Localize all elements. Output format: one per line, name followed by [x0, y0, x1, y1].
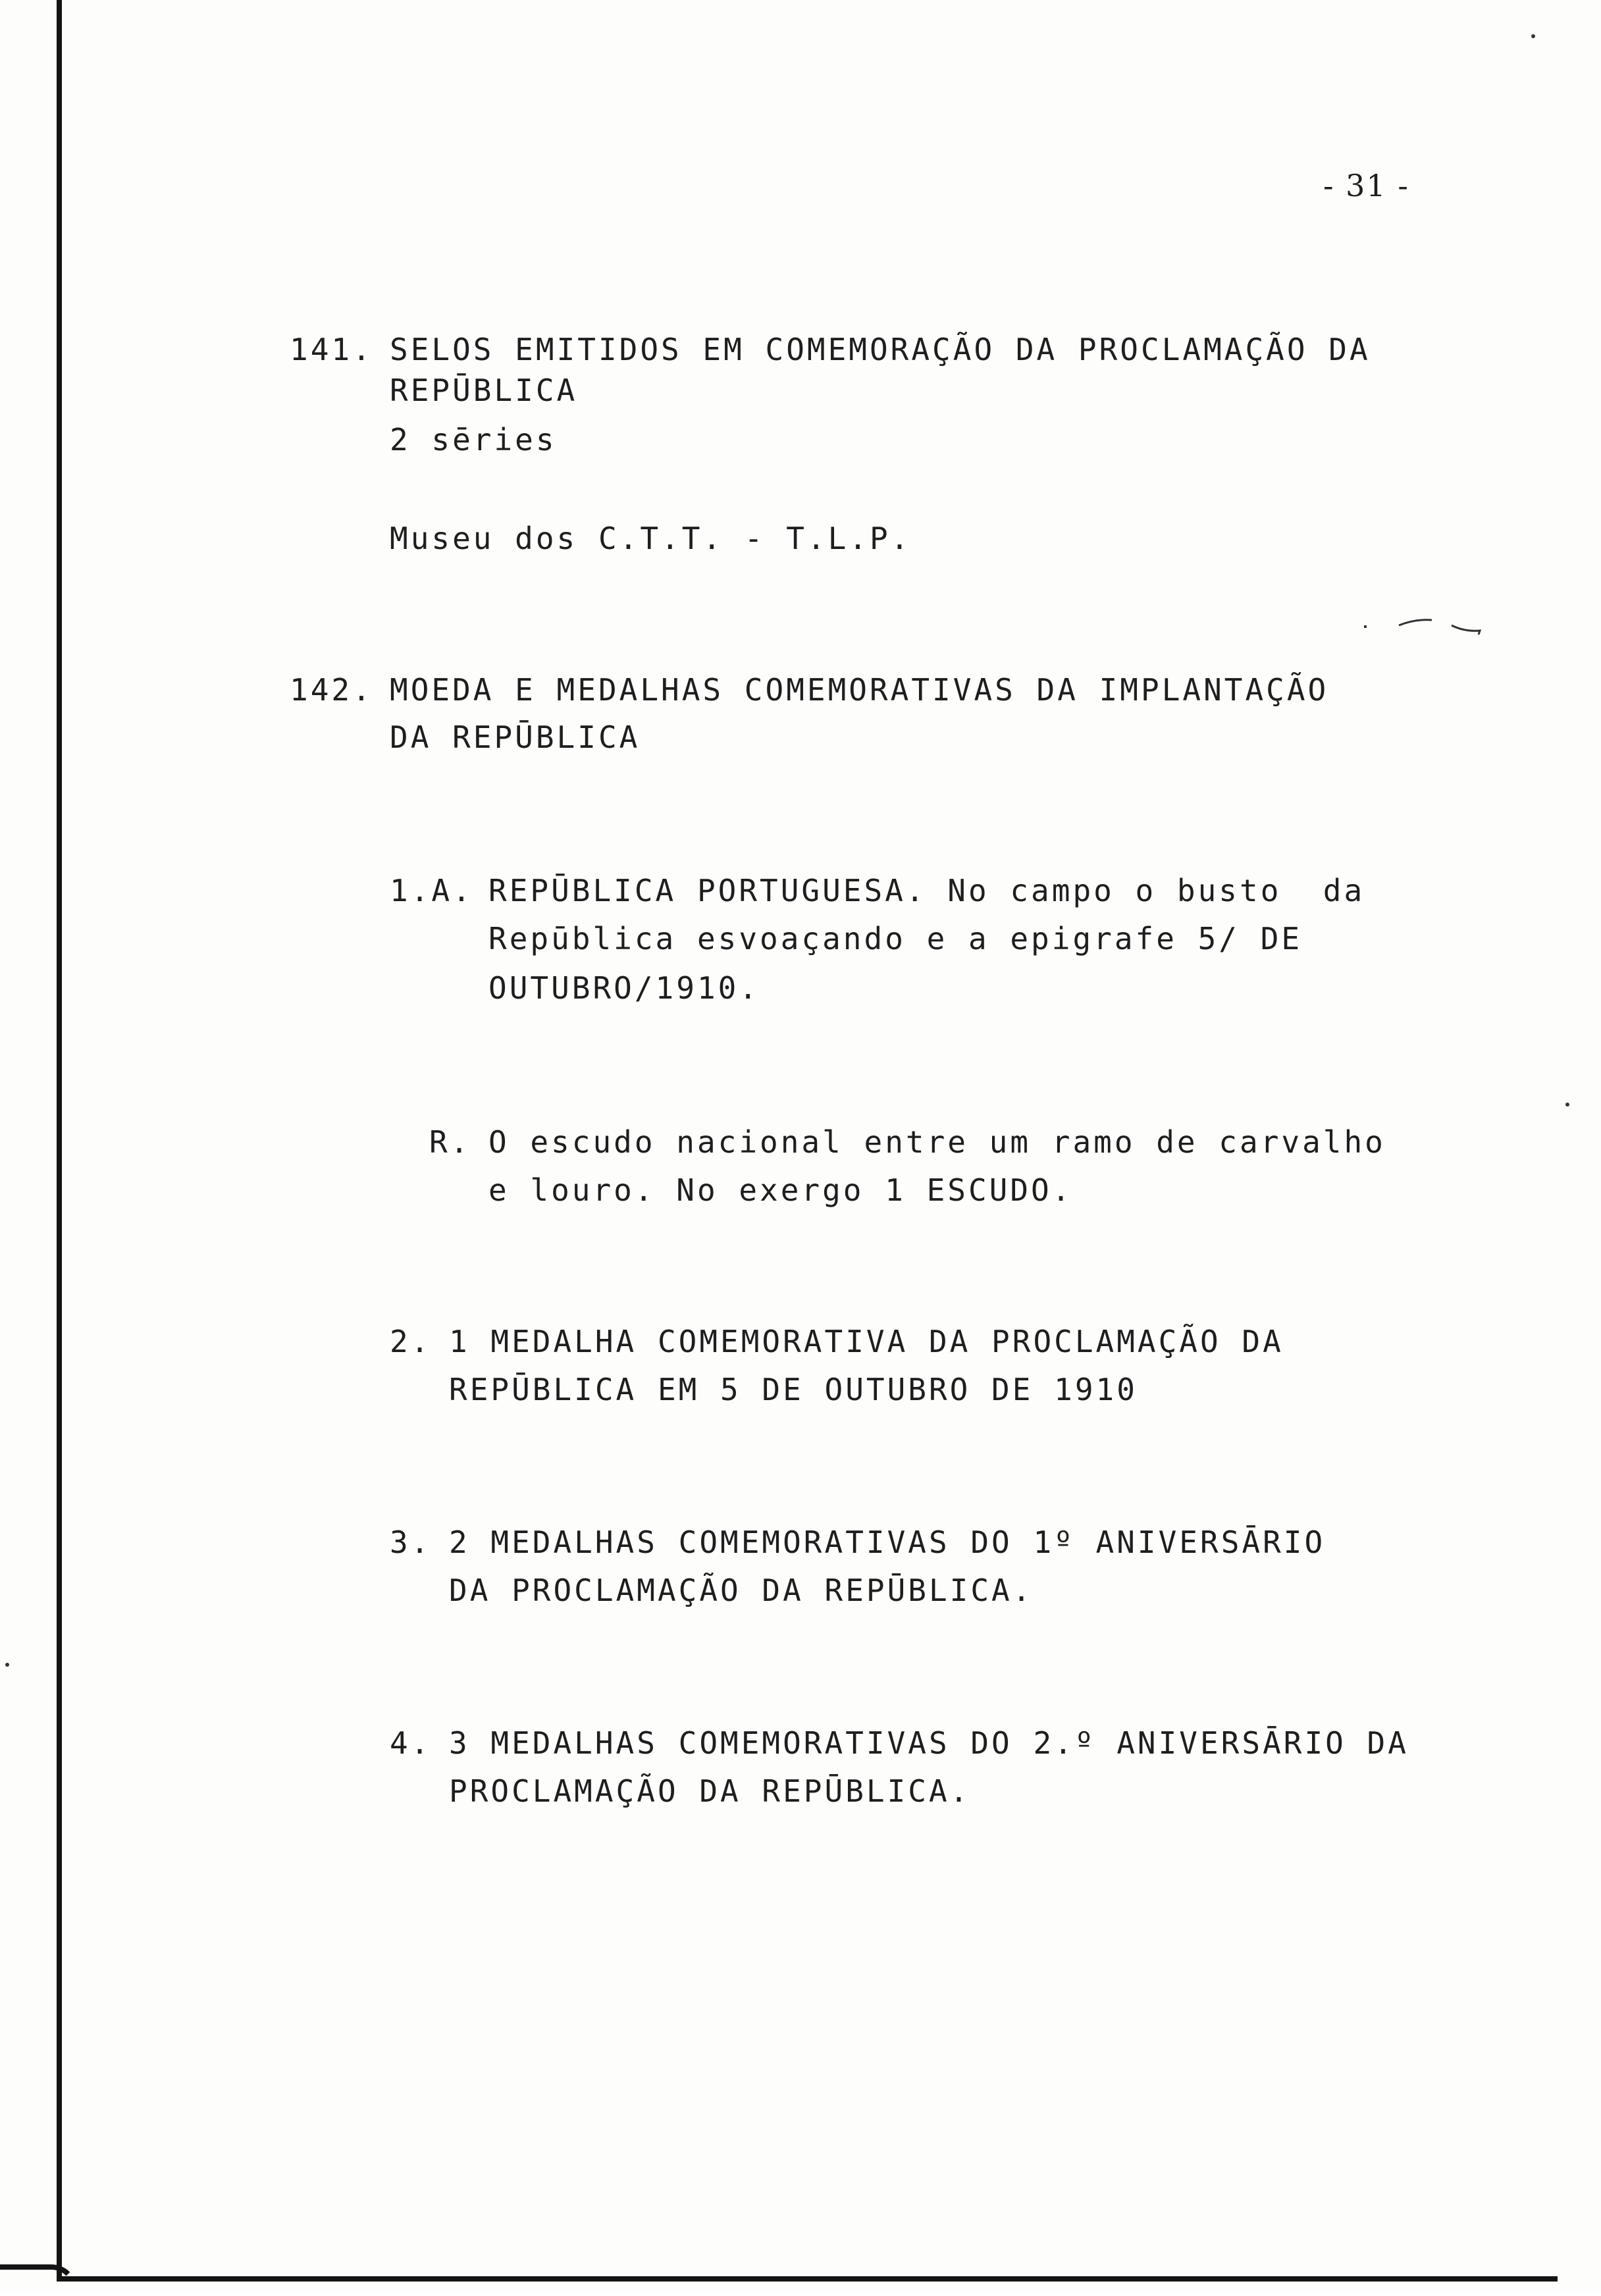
entry-title-line: DA REPŪBLICA	[390, 719, 641, 755]
scan-corner	[0, 2264, 78, 2296]
item-line: REPŪBLICA EM 5 DE OUTUBRO DE 1910	[449, 1372, 1138, 1407]
entry-title-line: REPŪBLICA	[390, 373, 578, 408]
item-line: 3 MEDALHAS COMEMORATIVAS DO 2.º ANIVERSĀRIO DA	[449, 1725, 1409, 1761]
item-label: 3.	[390, 1525, 432, 1560]
item-label: 4.	[390, 1725, 432, 1761]
item-line: O escudo nacional entre um ramo de carvalho	[488, 1124, 1386, 1160]
pencil-mark	[1363, 612, 1481, 639]
entry-title-line: MOEDA E MEDALHAS COMEMORATIVAS DA IMPLANTAÇÃO	[390, 672, 1329, 708]
scan-left-edge	[57, 0, 62, 2281]
item-line: 1 MEDALHA COMEMORATIVA DA PROCLAMAÇÃO DA	[449, 1324, 1284, 1359]
item-line: OUTUBRO/1910.	[488, 970, 760, 1006]
item-line: REPŪBLICA PORTUGUESA. No campo o busto da	[488, 873, 1365, 908]
item-line: DA PROCLAMAÇÃO DA REPŪBLICA.	[449, 1573, 1034, 1608]
item-label: 2.	[390, 1324, 432, 1359]
entry-source: Museu dos C.T.T. - T.L.P.	[390, 521, 912, 556]
item-label: R.	[429, 1124, 471, 1160]
item-line: PROCLAMAÇÃO DA REPŪBLICA.	[449, 1773, 971, 1809]
entry-title-line: SELOS EMITIDOS EM COMEMORAÇÃO DA PROCLAMAÇÃO DA	[390, 332, 1371, 367]
scan-speck	[1531, 34, 1535, 38]
item-line: Repūblica esvoaçando e a epigrafe 5/ DE	[488, 921, 1303, 956]
item-line: e louro. No exergo 1 ESCUDO.	[488, 1172, 1073, 1208]
scan-speck	[1565, 1103, 1569, 1107]
page-number: - 31 -	[1323, 168, 1409, 203]
entry-number: 142.	[290, 672, 373, 708]
scan-bottom-edge	[57, 2276, 1558, 2282]
entry-number: 141.	[290, 332, 373, 367]
item-label: 1.A.	[390, 873, 473, 908]
entry-detail: 2 sēries	[390, 422, 557, 457]
item-line: 2 MEDALHAS COMEMORATIVAS DO 1º ANIVERSĀRIO	[449, 1525, 1326, 1560]
scan-speck	[5, 1663, 9, 1667]
